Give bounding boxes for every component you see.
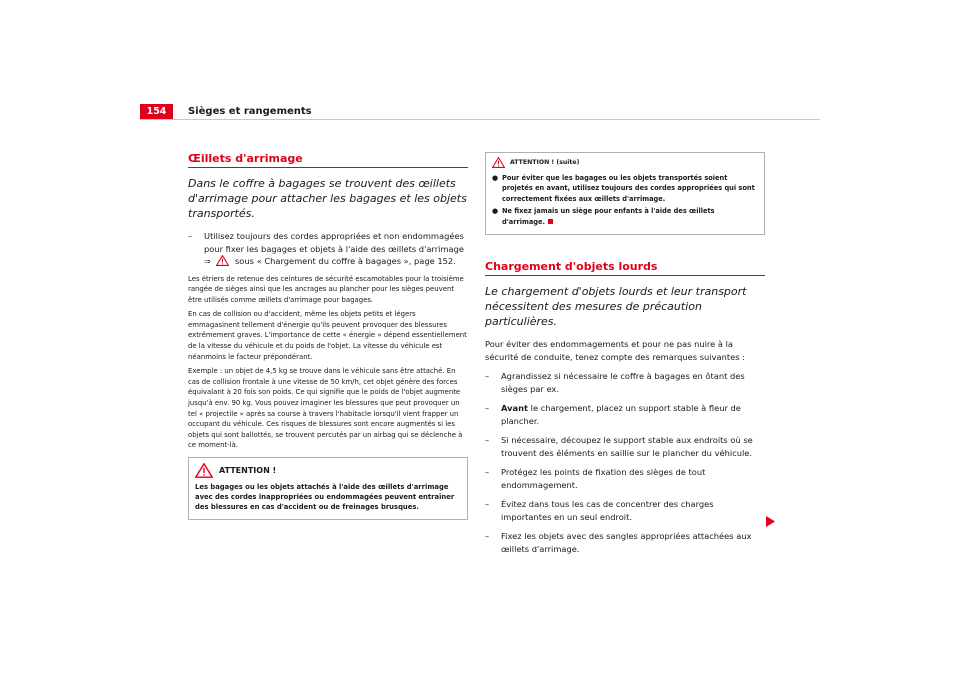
- header-divider: [140, 119, 820, 120]
- list-item-text: le chargement, placez un support stable à fleur de plancher.: [501, 403, 741, 426]
- next-page-arrow-icon: [766, 516, 775, 527]
- end-of-section-icon: [548, 219, 553, 224]
- list-item-text: Protégez les points de fixation des sièges de tout endommagement.: [501, 467, 706, 490]
- emphasis-word: Avant: [501, 403, 529, 414]
- warning-triangle-icon: [492, 157, 505, 168]
- list-item-text: Si nécessaire, découpez le support stable aux endroits où se trouvent des éléments en saillie sur le plancher du véhicule.: [501, 435, 753, 458]
- paragraph: Les étriers de retenue des ceintures de sécurité escamotables pour la troisième rangée de sièges ainsi que les ancrages au plancher pour les sièges peuvent être utilisés comme œillets d'arrimage pour bagages.: [188, 274, 464, 304]
- instruction-text: Utilisez toujours des cordes appropriées et non endommagées pour fixer les bagages et objets à l'aide des œillets d'arrimage: [204, 231, 464, 254]
- section-heading-chargement: Chargement d'objets lourds: [485, 260, 765, 276]
- dash-marker: –: [485, 467, 490, 478]
- left-column: [188, 152, 468, 520]
- reference-arrow-icon: ⇒: [204, 257, 211, 266]
- lead-paragraph: [485, 338, 765, 363]
- bullet-text: Pour éviter que les bagages ou les objets transportés soient projetés en avant, utilisez toujours des cordes appropriées qui sont correctement fixées aux œillets d'arrimage.: [502, 174, 755, 203]
- list-item-text: Fixez les objets avec des sangles appropriées attachées aux œillets d'arrimage.: [501, 531, 752, 554]
- warning-triangle-icon: [216, 255, 229, 266]
- dash-marker: –: [485, 435, 490, 446]
- list-item: [485, 498, 765, 523]
- warning-header: [195, 463, 461, 478]
- warning-box-continued: [485, 152, 765, 235]
- paragraph: En cas de collision ou d'accident, même les objets petits et légers emmagasinent tellement d'énergie qu'ils peuvent provoquer des blessures extrêmement graves. L'importance de cette « énergie » dépend essentiellement de la vitesse du véhicule et du poids de l'objet. La vitesse du véhicule est néanmoins le facteur prépondérant.: [188, 310, 467, 361]
- cross-reference: [204, 255, 468, 269]
- list-item: [485, 530, 765, 555]
- warning-header: [492, 157, 758, 168]
- list-item: [485, 466, 765, 491]
- section-intro: Le chargement d'objets lourds et leur transport nécessitent des mesures de précaution particulières.: [485, 285, 747, 329]
- warning-text: Les bagages ou les objets attachés à l'aide des œillets d'arrimage avec des cordes inappropriées ou endommagées peuvent entraîner des blessures en cas d'accident ou de freinages brusques.: [195, 483, 455, 512]
- page-number: 154: [140, 104, 173, 119]
- dash-marker: –: [485, 371, 490, 382]
- list-item: [485, 370, 765, 395]
- bullet-dot: ●: [492, 207, 499, 216]
- instruction-item: [188, 230, 468, 269]
- dash-marker: –: [188, 231, 193, 241]
- warning-box: [188, 457, 468, 520]
- right-column: [485, 152, 765, 562]
- lead-text: Pour éviter des endommagements et pour ne pas nuire à la sécurité de conduite, tenez compte des remarques suivantes :: [485, 339, 745, 362]
- warning-title: ATTENTION ! (suite): [510, 159, 580, 166]
- list-item-text: Évitez dans tous les cas de concentrer des charges importantes en un seul endroit.: [501, 499, 714, 522]
- dash-marker: –: [485, 499, 490, 510]
- list-item: [485, 434, 765, 459]
- bullet-dot: ●: [492, 174, 499, 182]
- list-item-text: Agrandissez si nécessaire le coffre à bagages en ôtant des sièges par ex.: [501, 371, 745, 394]
- warning-bullet: [492, 173, 758, 204]
- warning-bullet: [492, 206, 758, 227]
- section-heading-oeillets: Œillets d'arrimage: [188, 152, 468, 168]
- paragraph: Exemple : un objet de 4,5 kg se trouve dans le véhicule sans être attaché. En cas de collision frontale à une vitesse de 50 km/h, cet objet génère des forces équivalant à 20 fois son poids. Ce qui signifie que le poids de l'objet augmente jusqu'à env. 90 kg. Vous pouvez imaginer les blessures que peut provoquer un tel « projectile » après sa course à travers l'habitacle lorsqu'il vient frapper un occupant du véhicule. Ces risques de blessures sont encore augmentés si les objets qui sont ballottés, se trouvent percutés par un airbag qui se déclenche à ce moment-là.: [188, 367, 463, 450]
- running-header-title: Sièges et rangements: [188, 106, 312, 117]
- dash-marker: –: [485, 531, 490, 542]
- bullet-text: Ne fixez jamais un siège pour enfants à l'aide des œillets d'arrimage.: [502, 207, 715, 226]
- warning-title: ATTENTION !: [219, 466, 277, 475]
- dash-marker: –: [485, 403, 490, 414]
- reference-text: sous « Chargement du coffre à bagages », page 152.: [234, 256, 456, 266]
- list-item: [485, 402, 765, 427]
- warning-triangle-icon: [195, 463, 213, 478]
- section-intro: Dans le coffre à bagages se trouvent des œillets d'arrimage pour attacher les bagages et les objets transportés.: [188, 177, 467, 220]
